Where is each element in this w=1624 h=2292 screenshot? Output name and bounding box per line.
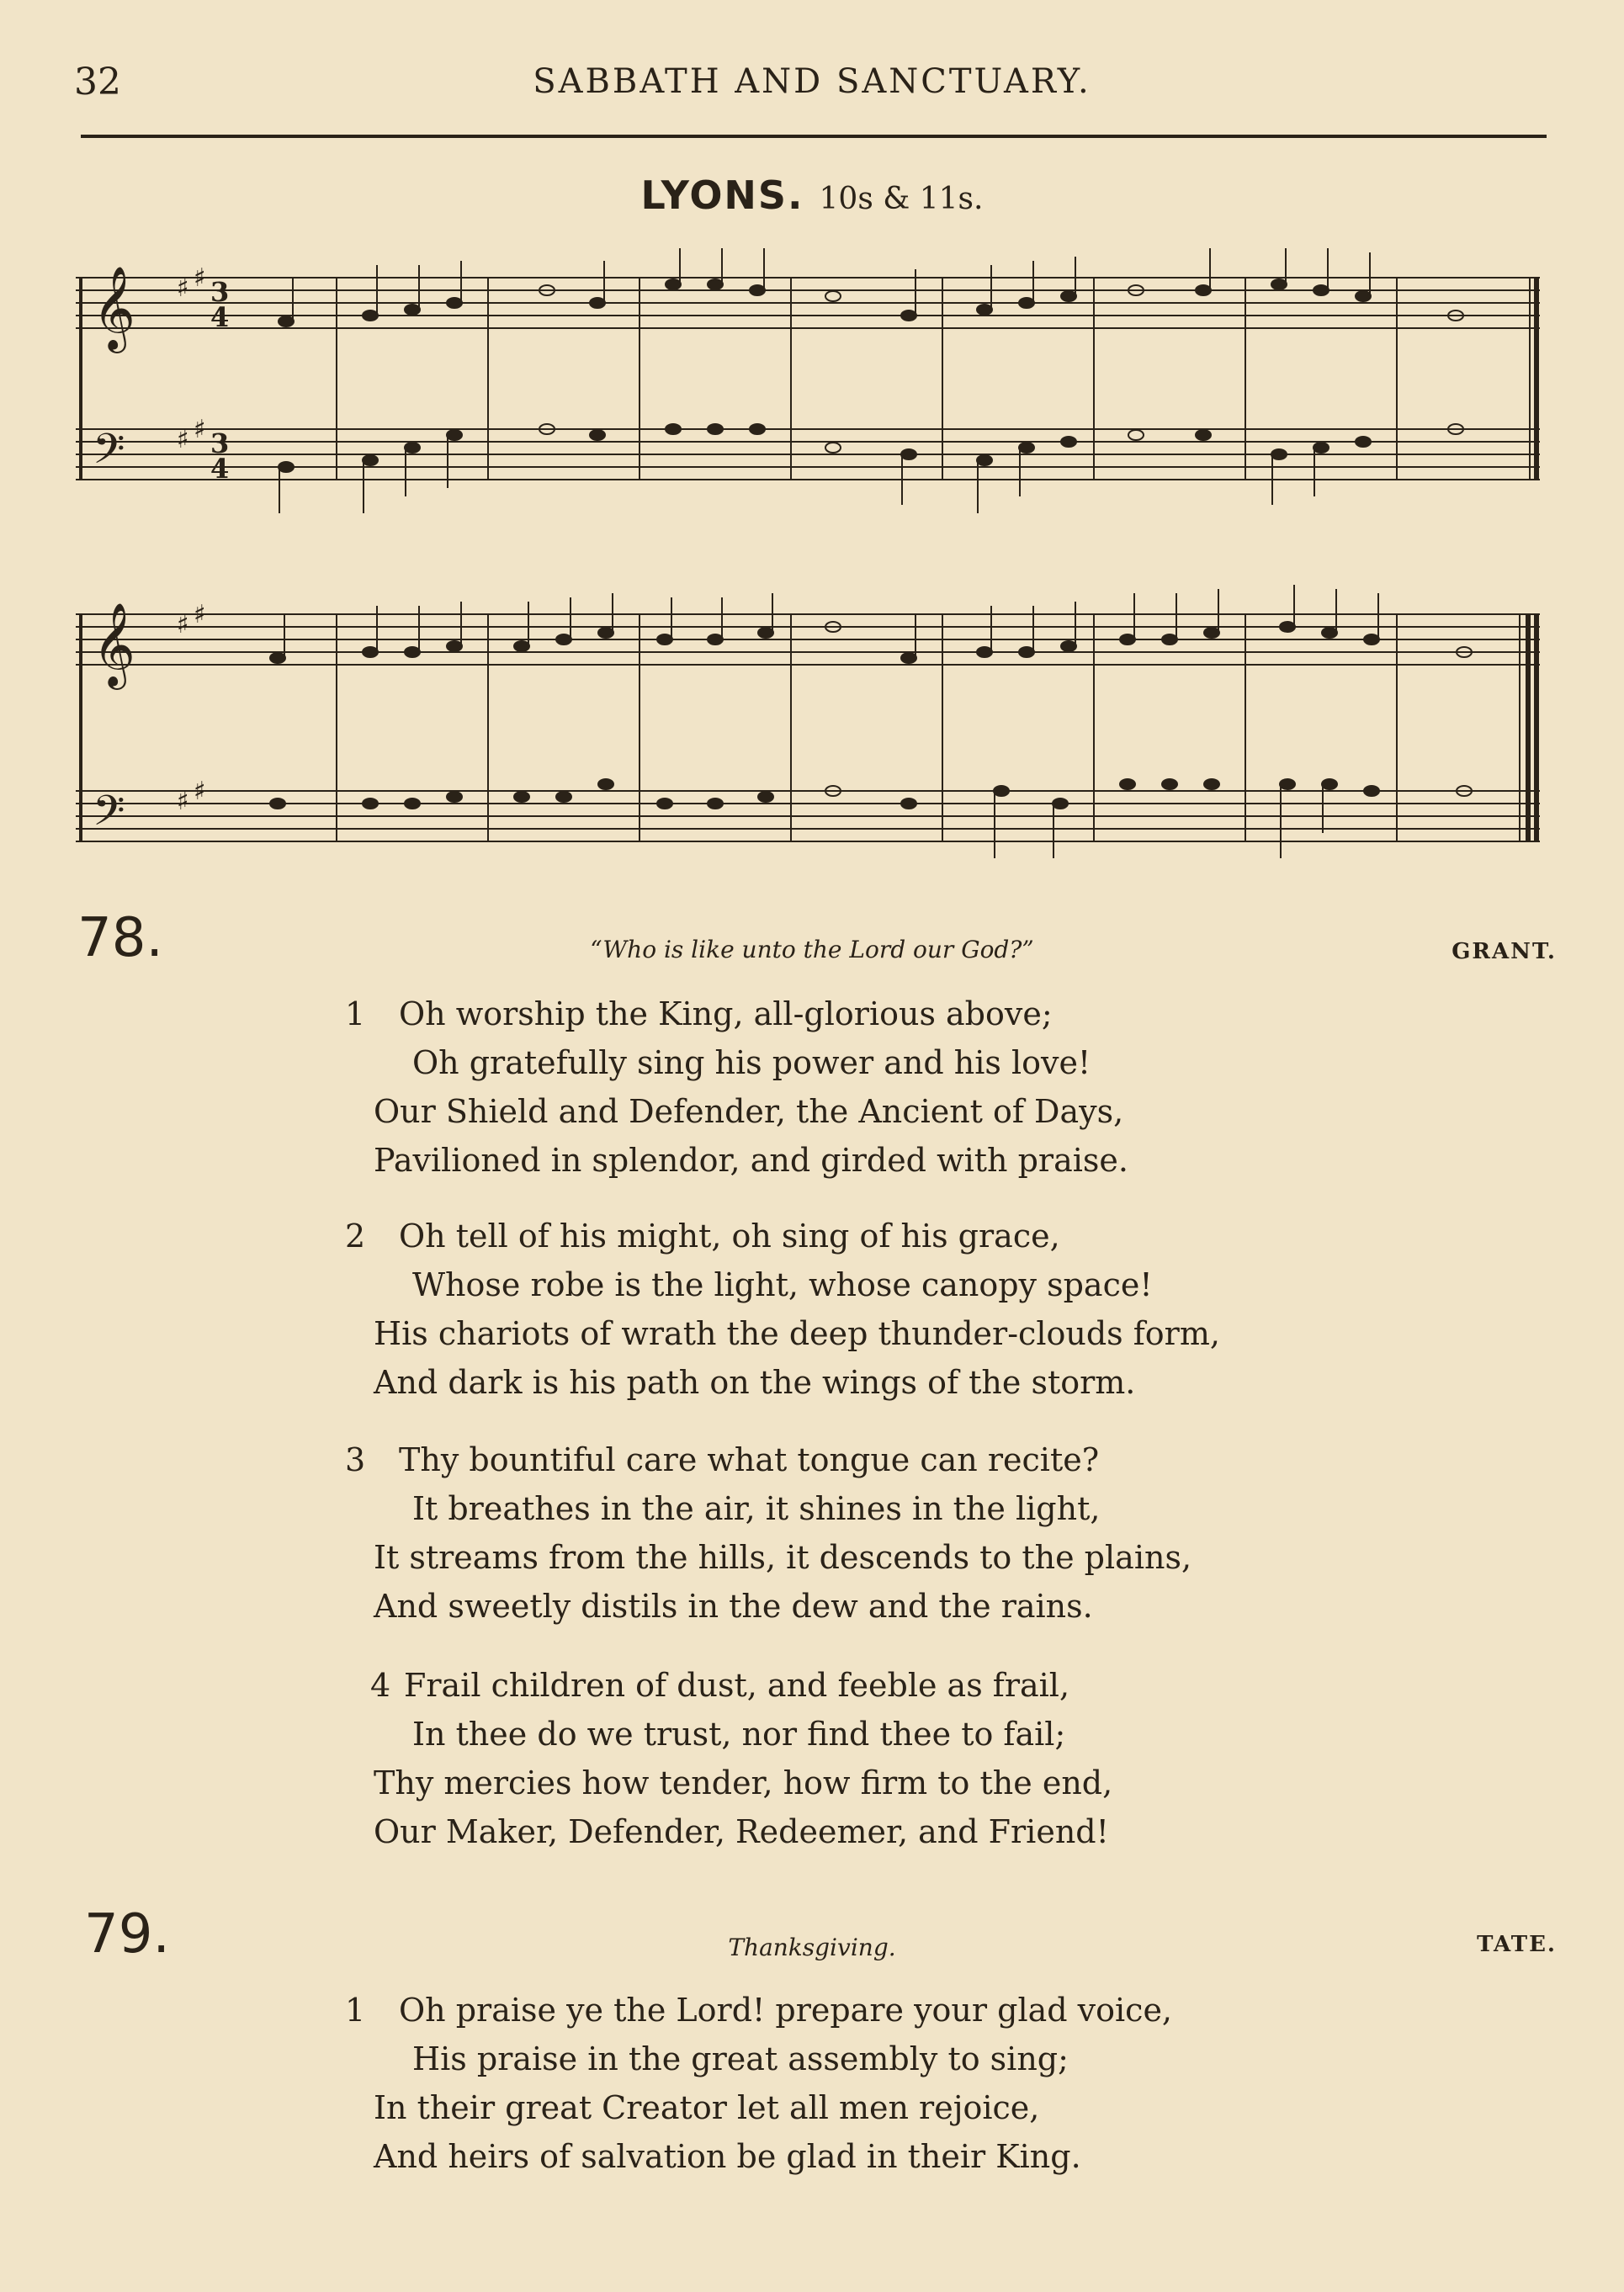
tune-name: LYONS. [640, 172, 804, 218]
running-head: SABBATH AND SANCTUARY. [533, 62, 1091, 101]
svg-text:♯: ♯ [194, 415, 206, 444]
verse [345, 1212, 1220, 1407]
verse-line: His chariots of wrath the deep thunder-clouds form, [374, 1315, 1220, 1352]
verse-line: In their great Creator let all men rejoice, [374, 2089, 1040, 2126]
hymn-subject: Thanksgiving. [728, 1934, 896, 1961]
svg-text:4: 4 [210, 453, 230, 485]
verse-number: 2 [345, 1218, 366, 1255]
verse-line: Thy mercies how tender, how firm to the end, [374, 1764, 1113, 1801]
svg-text:3: 3 [210, 276, 230, 308]
music-system-2 [76, 581, 1557, 900]
svg-text:𝄢: 𝄢 [93, 787, 125, 846]
verse-line: Oh tell of his might, oh sing of his grace, [399, 1218, 1060, 1255]
verse-line: Oh worship the King, all-glorious above; [399, 995, 1053, 1032]
tune-title [0, 172, 1624, 218]
verse-line: Oh praise ye the Lord! prepare your glad voice, [399, 1992, 1173, 2029]
tune-meter: 10s & 11s. [819, 182, 984, 216]
verse-line: It streams from the hills, it descends to the plains, [374, 1539, 1192, 1576]
verse-number: 1 [345, 1992, 366, 2029]
svg-text:♯: ♯ [194, 777, 206, 806]
verse [345, 1435, 1191, 1631]
hymn-author: GRANT. [1452, 939, 1557, 964]
verse-line: In thee do we trust, nor find thee to fail; [412, 1716, 1066, 1753]
header-rule [81, 135, 1547, 138]
score-system-1 [76, 244, 1557, 555]
verse-line: Pavilioned in splendor, and girded with praise. [374, 1142, 1128, 1179]
svg-text:♯: ♯ [194, 263, 206, 293]
verse-line: Our Maker, Defender, Redeemer, and Friend! [374, 1813, 1109, 1850]
verse-line: And sweetly distils in the dew and the rains. [374, 1588, 1093, 1625]
verse [345, 1986, 1172, 2181]
score-system-2 [76, 581, 1557, 900]
svg-text:♯: ♯ [177, 787, 189, 816]
svg-text:♯: ♯ [194, 600, 206, 629]
verse-line: Whose robe is the light, whose canopy space! [412, 1266, 1153, 1303]
svg-text:𝄢: 𝄢 [93, 425, 125, 484]
svg-text:♯: ♯ [177, 610, 189, 639]
hymn-number: 79. [84, 1903, 170, 1966]
verse-number: 3 [345, 1441, 366, 1478]
verse-line: Oh gratefully sing his power and his love! [412, 1044, 1091, 1081]
hymn-author: TATE. [1477, 1932, 1557, 1957]
svg-text:♯: ♯ [177, 273, 189, 303]
verse-line: Thy bountiful care what tongue can recite? [399, 1441, 1100, 1478]
verse-number: 4 [370, 1667, 391, 1704]
verse-line: And heirs of salvation be glad in their King. [374, 2138, 1081, 2175]
verse-line: His praise in the great assembly to sing; [412, 2040, 1069, 2077]
svg-text:♯: ♯ [177, 425, 189, 454]
verse-line: And dark is his path on the wings of the storm. [374, 1364, 1136, 1401]
verse-number: 1 [345, 995, 366, 1032]
hymn-number: 78. [77, 907, 163, 969]
verse [345, 989, 1128, 1185]
svg-text:𝄞: 𝄞 [93, 602, 135, 687]
hymn-subject: “Who is like unto the Lord our God?” [590, 936, 1034, 963]
verse-line: Frail children of dust, and feeble as frail, [404, 1667, 1070, 1704]
verse-line: Our Shield and Defender, the Ancient of Days, [374, 1093, 1124, 1130]
music-system-1 [76, 244, 1557, 555]
svg-text:4: 4 [210, 301, 230, 333]
page-number: 32 [74, 61, 121, 103]
verse [370, 1661, 1112, 1856]
svg-text:𝄞: 𝄞 [93, 266, 135, 350]
svg-text:3: 3 [210, 427, 230, 459]
verse-line: It breathes in the air, it shines in the light, [412, 1490, 1101, 1527]
